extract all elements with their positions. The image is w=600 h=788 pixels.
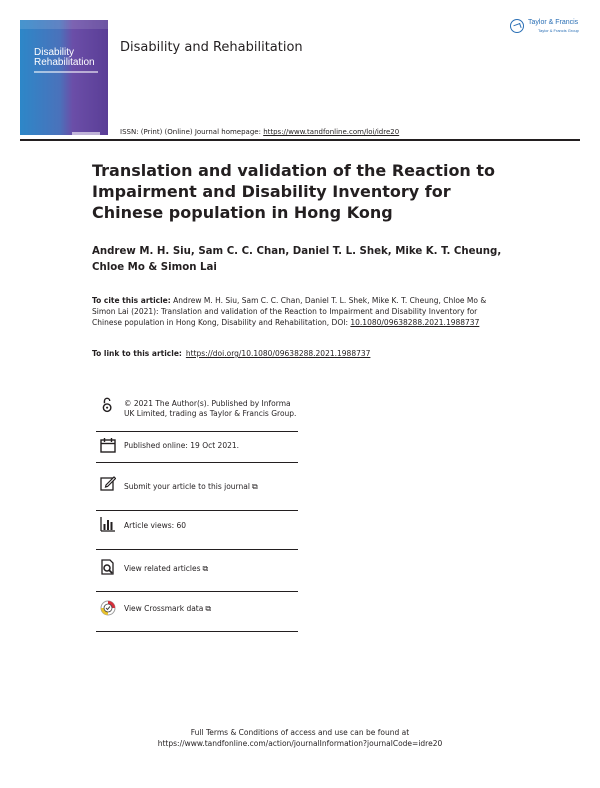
cover-title-line1: Disability bbox=[34, 47, 75, 58]
published-row bbox=[96, 436, 298, 458]
submit-article-row[interactable] bbox=[96, 475, 298, 497]
external-link-icon: ⧉ bbox=[205, 604, 212, 613]
taylor-francis-logo[interactable] bbox=[510, 18, 585, 36]
cover-title-line2: Rehabilitation bbox=[34, 57, 95, 68]
row-divider bbox=[96, 549, 298, 550]
journal-homepage-link[interactable]: https://www.tandfonline.com/loi/idre20 bbox=[263, 128, 400, 136]
crossmark-link[interactable] bbox=[124, 604, 211, 614]
calendar-icon bbox=[100, 437, 116, 453]
row-divider bbox=[96, 631, 298, 632]
footer-terms-link[interactable]: https://www.tandfonline.com/action/journalInformation?journalCode=idre20 bbox=[157, 739, 443, 748]
article-authors: Andrew M. H. Siu, Sam C. C. Chan, Daniel T. L. Shek, Mike K. T. Cheung, Chloe Mo & Simon Lai bbox=[92, 246, 502, 273]
footer-terms-line: Full Terms & Conditions of access and use can be found at bbox=[190, 728, 410, 737]
open-access-lock-icon bbox=[100, 397, 116, 413]
bar-chart-icon bbox=[100, 516, 116, 532]
article-views-row bbox=[96, 515, 298, 537]
published-text: Published online: 19 Oct 2021. bbox=[124, 441, 240, 450]
article-title: Translation and validation of the Reaction to Impairment and Disability Inventory for Chinese population in Hong Kong bbox=[92, 161, 496, 222]
row-divider bbox=[96, 510, 298, 511]
cover-top-strip bbox=[20, 20, 108, 29]
journal-title[interactable]: Disability and Rehabilitation bbox=[120, 40, 303, 55]
issn-label: ISSN: (Print) (Online) Journal homepage: bbox=[120, 128, 261, 136]
publisher-name: Taylor & Francis bbox=[528, 19, 579, 26]
article-doi-link[interactable]: https://doi.org/10.1080/09638288.2021.1988737 bbox=[185, 349, 371, 358]
publisher-tagline: Taylor & Francis Group bbox=[538, 28, 579, 33]
cover-subtitle-rule bbox=[34, 71, 98, 73]
license-text: © 2021 The Author(s). Published by Informa UK Limited, trading as Taylor & Francis Group. bbox=[124, 399, 297, 418]
external-link-icon: ⧉ bbox=[202, 564, 209, 573]
citation-block bbox=[92, 295, 507, 328]
article-link-line bbox=[92, 349, 370, 358]
related-articles-row[interactable] bbox=[96, 558, 298, 580]
cite-text: Andrew M. H. Siu, Sam C. C. Chan, Daniel T. L. Shek, Mike K. T. Cheung, Chloe Mo & Simon Lai (2021): Translation and validation of the Reaction to Impairment and Disability Inventory for Chinese population in Hong Kong, Disability and Rehabilitation, DOI: bbox=[92, 296, 487, 327]
external-link-icon: ⧉ bbox=[251, 482, 258, 491]
submit-article-label: Submit your article to this journal bbox=[124, 482, 250, 491]
cite-label: To cite this article: bbox=[92, 296, 171, 305]
related-articles-link[interactable] bbox=[124, 564, 208, 574]
crossmark-row[interactable] bbox=[96, 600, 298, 622]
row-divider bbox=[96, 462, 298, 463]
related-articles-label: View related articles bbox=[124, 564, 201, 573]
edit-pencil-icon bbox=[100, 475, 116, 491]
article-views-text: Article views: 60 bbox=[124, 521, 187, 530]
cover-publisher-mark bbox=[72, 132, 100, 135]
issn-line bbox=[120, 128, 399, 136]
related-articles-icon bbox=[100, 559, 116, 575]
row-divider bbox=[96, 431, 298, 432]
cite-doi-link[interactable]: 10.1080/09638288.2021.1988737 bbox=[350, 318, 480, 327]
crossmark-icon bbox=[100, 600, 116, 616]
link-label: To link to this article: bbox=[92, 349, 182, 358]
crossmark-label: View Crossmark data bbox=[124, 604, 204, 613]
row-divider bbox=[96, 591, 298, 592]
header-divider bbox=[20, 139, 580, 141]
submit-article-link[interactable] bbox=[124, 482, 258, 492]
taylor-francis-logo-icon bbox=[510, 19, 524, 33]
license-row[interactable] bbox=[96, 397, 298, 429]
journal-cover-image[interactable] bbox=[20, 20, 108, 135]
